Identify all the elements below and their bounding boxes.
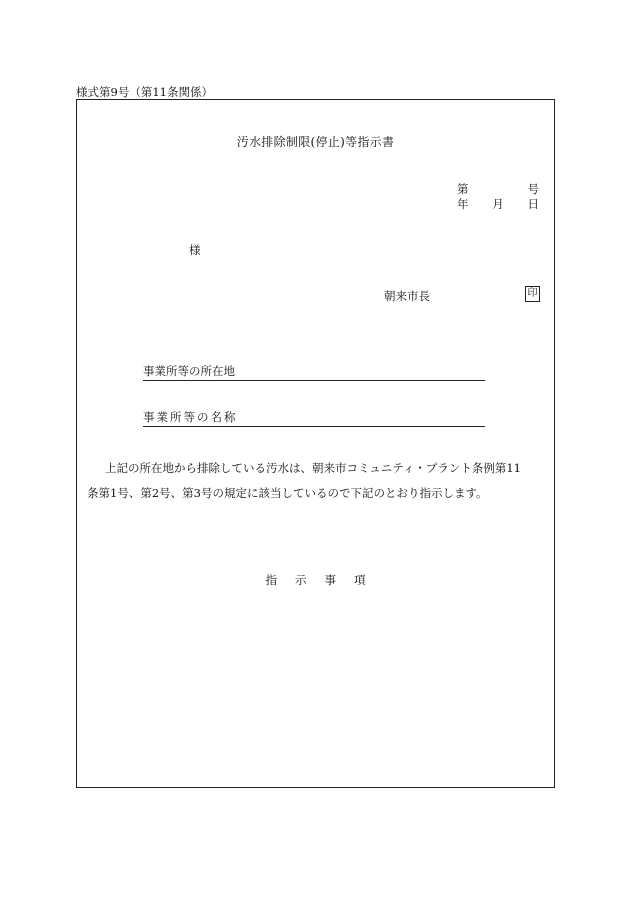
location-field [143, 363, 485, 381]
document-frame [76, 99, 555, 788]
issuer-name: 朝来市長 [384, 289, 430, 303]
seal-stamp: 印 [525, 286, 540, 302]
addressee-suffix: 様 [189, 243, 201, 257]
location-label: 事業所等の所在地 [143, 364, 235, 378]
name-field [143, 409, 485, 427]
instructions-char-2: 示 [295, 573, 307, 587]
instructions-char-4: 項 [354, 573, 366, 587]
number-prefix: 第 [457, 182, 469, 196]
document-number-line [457, 181, 539, 197]
instructions-char-3: 事 [324, 573, 336, 587]
body-line-2: 条第1号、第2号、第3号の規定に該当しているので下記のとおり指示します。 [87, 486, 488, 500]
name-label: 事業所等の名称 [143, 410, 238, 424]
form-number-label: 様式第9号（第11条関係） [76, 85, 213, 99]
body-line-1: 上記の所在地から排除している汚水は、朝来市コミュニティ・プラント条例第11 [105, 461, 521, 475]
date-day: 日 [527, 197, 539, 211]
document-title: 汚水排除制限(停止)等指示書 [236, 135, 395, 149]
instructions-heading [77, 572, 554, 588]
instruction-body [87, 456, 547, 506]
date-month: 月 [492, 197, 504, 211]
instructions-char-1: 指 [265, 573, 277, 587]
date-year: 年 [457, 197, 469, 211]
number-suffix: 号 [527, 182, 539, 196]
date-line [457, 196, 539, 212]
